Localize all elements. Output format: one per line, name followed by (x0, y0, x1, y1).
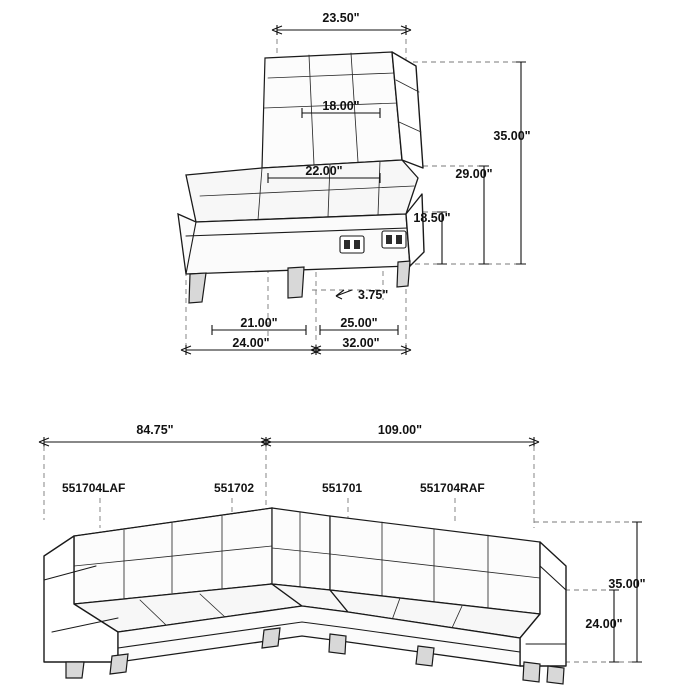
dim-seat-depth: 22.00" (305, 164, 343, 178)
part-labels (62, 481, 485, 495)
dim-top-width: 23.50" (322, 11, 360, 25)
dim-right-span: 109.00" (377, 423, 423, 437)
dim-seat-width-left: 21.00" (240, 316, 278, 330)
part-label-raf: 551704RAF (420, 481, 485, 495)
dim-seat-height: 18.50" (413, 211, 451, 225)
part-label-corner: 551701 (322, 481, 363, 495)
dim-overall-height: 35.00" (493, 129, 531, 143)
dim-back-height: 29.00" (455, 167, 493, 181)
dim-leg-height: 3.75" (358, 288, 389, 302)
dim-back-cushion-width: 18.00" (322, 99, 360, 113)
part-label-laf: 551704LAF (62, 481, 126, 495)
dim-bottom-arm-height: 24.00" (585, 617, 623, 631)
part-label-armless: 551702 (214, 481, 255, 495)
bottom-view-group (39, 423, 646, 684)
sectional-illustration (44, 508, 566, 684)
dim-depth-right: 25.00" (340, 316, 378, 330)
dim-overall-depth: 32.00" (342, 336, 380, 350)
dim-bottom-overall-height: 35.00" (608, 577, 646, 591)
dim-left-span: 84.75" (136, 423, 174, 437)
top-view-group (178, 11, 531, 355)
dim-overall-width: 24.00" (232, 336, 270, 350)
